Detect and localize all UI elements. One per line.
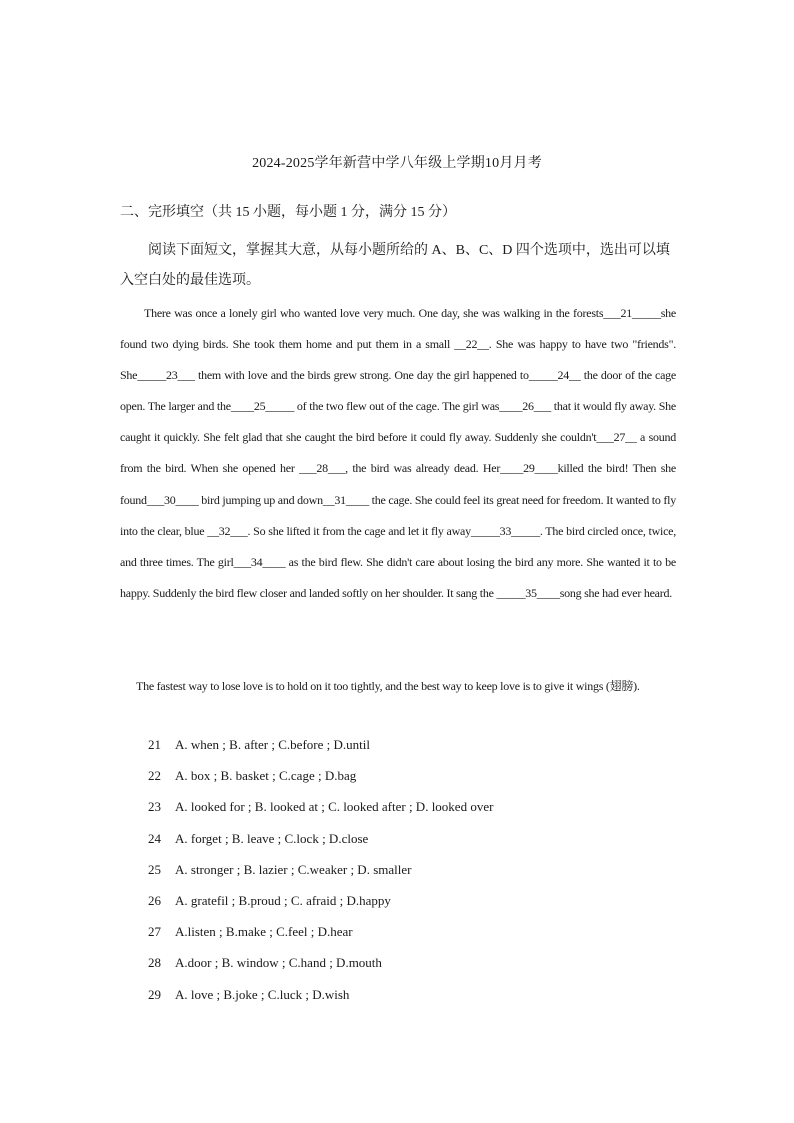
passage-closing: The fastest way to lose love is to hold on it too tightly, and the best way to keep love is to give it wings (翅膀). <box>136 679 640 693</box>
question-options: A. when ; B. after ; C.before ; D.until <box>175 737 370 752</box>
question-options: A.listen ; B.make ; C.feel ; D.hear <box>175 924 353 940</box>
question-options: A.door ; B. window ; C.hand ; D.mouth <box>175 955 382 971</box>
question-list <box>148 734 493 1015</box>
question-options: A. box ; B. basket ; C.cage ; D.bag <box>175 768 357 784</box>
question-number: 28 <box>148 955 161 971</box>
question-number: 21 <box>148 737 161 752</box>
question-item <box>148 890 493 921</box>
question-number: 25 <box>148 861 161 877</box>
exam-title: 2024-2025学年新营中学八年级上学期10月月考 <box>252 156 542 171</box>
question-item <box>148 921 493 952</box>
question-number: 23 <box>148 799 161 815</box>
question-item <box>148 952 493 983</box>
question-item <box>148 796 493 827</box>
question-number: 29 <box>148 986 161 1002</box>
question-number: 22 <box>148 768 161 784</box>
question-item <box>148 765 493 796</box>
question-item <box>148 734 493 765</box>
question-item <box>148 828 493 859</box>
question-options: A. forget ; B. leave ; C.lock ; D.close <box>175 830 369 846</box>
cloze-passage: There was once a lonely girl who wanted love very much. One day, she was walking in the forests___21_____she found two dying birds. She took them home and put them in a small __22__. She was happy to have two "friends". She_____23___ them with love and the birds grew strong. One day the girl happened to_____24__ the door of the cage open. The larger and the____25_____ of the two flew out of the cage. The girl was____26___ that it would fly away. She caught it quickly. She felt glad that she caught the bird before it could fly away. Suddenly she couldn't___27__ a sound from the bird. When she opened her ___28___, the bird was already dead. Her____29____killed the bird! Then she found___30____ bird jumping up and down__31____ the cage. She could feel its great need for freedom. It wanted to fly into the clear, blue __32___. So she lifted it from the cage and let it fly away_____33_____. The bird circled once, twice, and three times. The girl___34____ as the bird flew. She didn't care about losing the bird any more. She wanted it to be happy. Suddenly the bird flew closer and landed softly on her shoulder. It sang the _____35____song she had ever heard. <box>120 306 676 600</box>
question-options: A. stronger ; B. lazier ; C.weaker ; D. smaller <box>175 861 412 877</box>
question-options: A. love ; B.joke ; C.luck ; D.wish <box>175 986 350 1002</box>
section-instructions: 阅读下面短文，掌握其大意，从每小题所给的 A、B、C、D 四个选项中，选出可以填入空白处的最佳选项。 <box>120 243 670 288</box>
question-number: 26 <box>148 892 161 908</box>
question-number: 27 <box>148 924 161 940</box>
question-options: A. looked for ; B. looked at ; C. looked after ; D. looked over <box>175 799 494 815</box>
question-item <box>148 859 493 890</box>
section-heading: 二、完形填空（共 15 小题，每小题 1 分，满分 15 分） <box>120 205 456 220</box>
question-item <box>148 984 493 1015</box>
question-number: 24 <box>148 830 161 846</box>
question-options: A. gratefil ; B.proud ; C. afraid ; D.happy <box>175 892 391 908</box>
